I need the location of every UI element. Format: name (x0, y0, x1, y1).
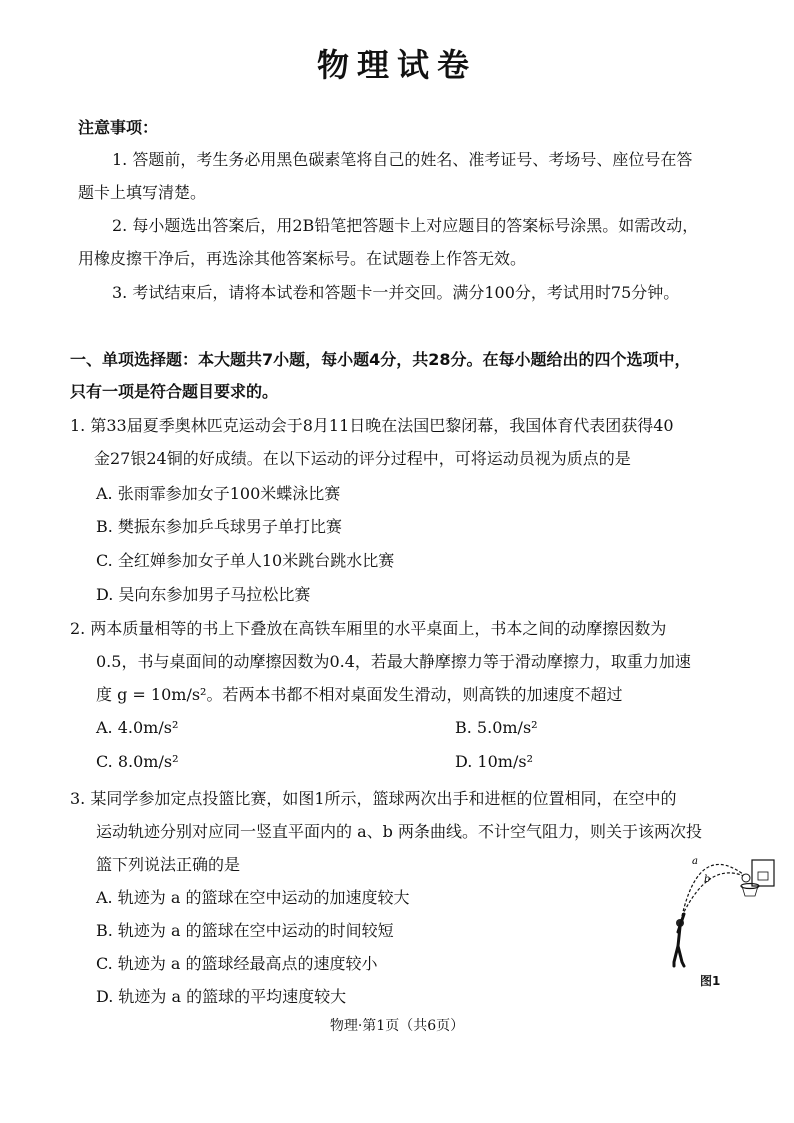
question-1-option-b: B. 樊振东参加乒乓球男子单打比赛 (96, 517, 342, 536)
question-1-line-2: 金27银24铜的好成绩。在以下运动的评分过程中，可将运动员视为质点的是 (94, 449, 631, 468)
question-3-line-1: 3. 某同学参加定点投篮比赛，如图1所示，篮球两次出手和进框的位置相同，在空中的 (70, 789, 677, 808)
question-3-option-d: D. 轨迹为 a 的篮球的平均速度较大 (96, 987, 347, 1006)
trajectory-b (682, 873, 748, 916)
trajectory-a (682, 864, 748, 916)
question-1-line-1: 1. 第33届夏季奥林匹克运动会于8月11日晚在法国巴黎闭幕，我国体育代表团获得40 (70, 416, 674, 435)
question-2-line-2: 0.5，书与桌面间的动摩擦因数为0.4，若最大静摩擦力等于滑动摩擦力，取重力加速 (96, 652, 691, 671)
figure-label-b: b (704, 874, 711, 885)
question-1-option-d: D. 吴向东参加男子马拉松比赛 (96, 585, 311, 604)
question-2-option-c: C. 8.0m/s² (96, 752, 179, 771)
section-1-heading-line-2: 只有一项是符合题目要求的。 (70, 382, 279, 401)
question-1-option-c: C. 全红婵参加女子单人10米跳台跳水比赛 (96, 551, 395, 570)
notice-heading: 注意事项： (78, 118, 159, 137)
question-3-option-b: B. 轨迹为 a 的篮球在空中运动的时间较短 (96, 921, 394, 940)
page-footer: 物理·第1页（共6页） (329, 1018, 465, 1034)
backboard-square (758, 872, 768, 880)
question-3-line-2: 运动轨迹分别对应同一竖直平面内的 a、b 两条曲线。不计空气阻力，则关于该两次投 (96, 822, 702, 841)
notice-item-2-line-1: 2. 每小题选出答案后，用2B铅笔把答题卡上对应题目的答案标号涂黑。如需改动， (112, 216, 699, 235)
question-2-option-a: A. 4.0m/s² (96, 718, 179, 737)
notice-item-2-line-2: 用橡皮擦干净后，再选涂其他答案标号。在试题卷上作答无效。 (78, 249, 527, 268)
question-3-option-c: C. 轨迹为 a 的篮球经最高点的速度较小 (96, 954, 378, 973)
question-2-line-1: 2. 两本质量相等的书上下叠放在高铁车厢里的水平桌面上，书本之间的动摩擦因数为 (70, 619, 667, 638)
basketball (742, 874, 750, 882)
question-2-line-3: 度 g = 10m/s²。若两本书都不相对桌面发生滑动，则高铁的加速度不超过 (96, 685, 623, 704)
notice-item-1-line-1: 1. 答题前，考生务必用黑色碳素笔将自己的姓名、准考证号、考场号、座位号在答 (112, 150, 693, 169)
question-3-option-a: A. 轨迹为 a 的篮球在空中运动的加速度较大 (96, 888, 410, 907)
figure-label-a: a (692, 856, 698, 867)
page-title: 物理试卷 (316, 46, 477, 84)
section-1-heading-line-1: 一、单项选择题：本大题共7小题，每小题4分，共28分。在每小题给出的四个选项中， (70, 350, 691, 369)
question-2-option-b: B. 5.0m/s² (455, 718, 538, 737)
notice-item-1-line-2: 题卡上填写清楚。 (78, 183, 207, 202)
figure-caption: 图1 (700, 974, 721, 988)
question-3-line-3: 篮下列说法正确的是 (96, 855, 241, 874)
question-2-option-d: D. 10m/s² (455, 752, 533, 771)
backboard (752, 860, 774, 886)
question-1-option-a: A. 张雨霏参加女子100米蝶泳比赛 (96, 484, 341, 503)
notice-item-3: 3. 考试结束后，请将本试卷和答题卡一并交回。满分100分，考试用时75分钟。 (112, 283, 680, 302)
